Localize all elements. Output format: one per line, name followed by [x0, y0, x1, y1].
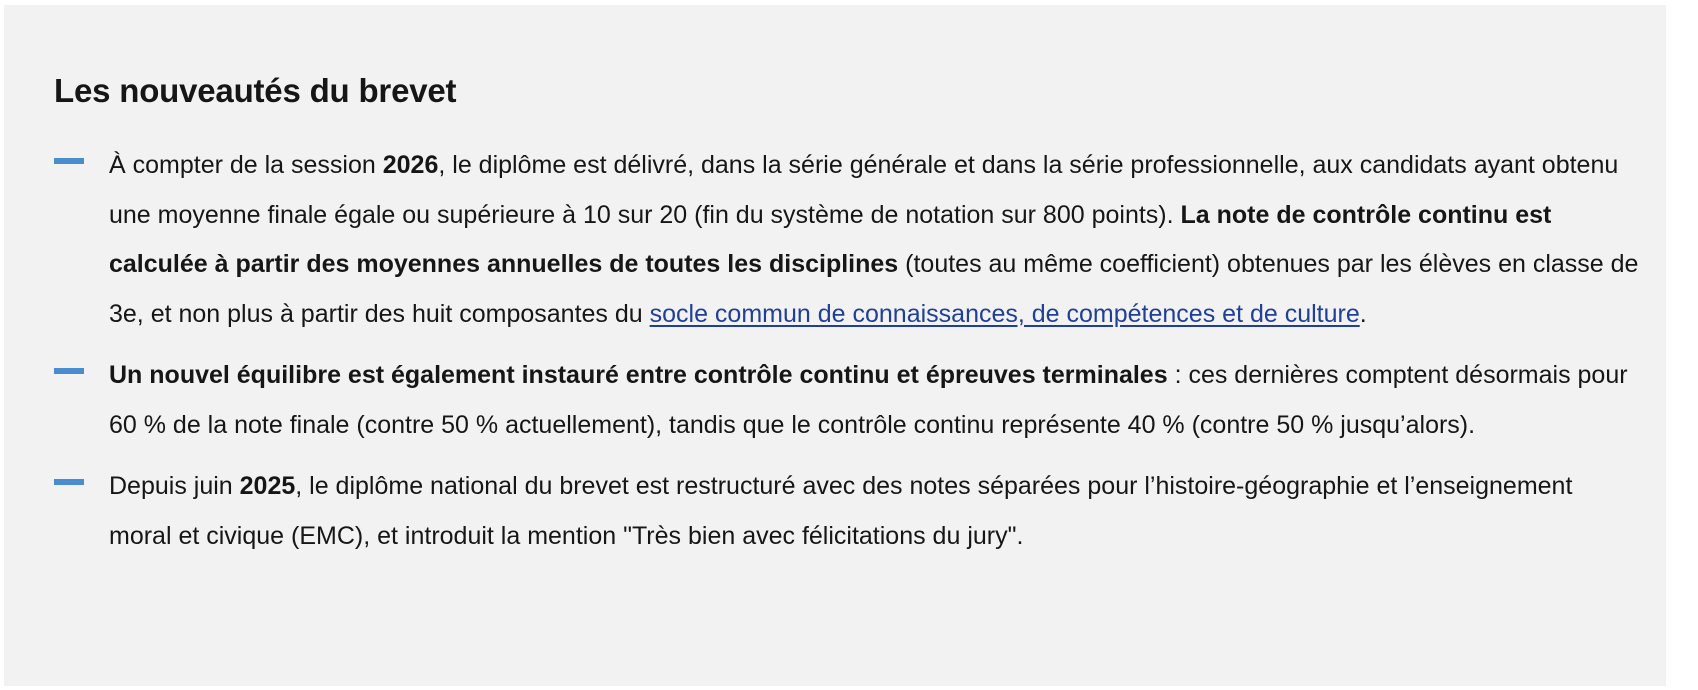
- item-bold-text: 2025: [239, 472, 296, 500]
- item-bold-text: La note de contrôle continu est calculée à partir des moyennes annuelles de toutes les disciplines: [109, 200, 1552, 278]
- item-bold-text: 2026: [382, 151, 439, 179]
- dash-bullet-icon: [54, 479, 84, 485]
- list-item: [54, 351, 1639, 450]
- dash-bullet-icon: [54, 368, 84, 374]
- item-text: , le diplôme national du brevet est restructuré avec des notes séparées pour l’histoire-géographie et l’enseignement moral et civique (EMC), et introduit la mention "Très bien avec félicitations du jury".: [109, 472, 1573, 550]
- item-text: À compter de la session: [109, 151, 383, 179]
- list-item: [54, 141, 1639, 339]
- news-list: [54, 141, 1639, 573]
- dash-bullet-icon: [54, 158, 84, 164]
- item-text: .: [1359, 299, 1367, 328]
- item-text: (toutes au même coefficient) obtenues par les élèves en classe de 3e, et non plus à partir des huit composantes du: [109, 250, 1639, 328]
- item-text: : ces dernières comptent désormais pour 60 % de la note finale (contre 50 % actuellement), tandis que le contrôle continu représente 40 % (contre 50 % jusqu’alors).: [109, 361, 1628, 439]
- item-bold-text: Un nouvel équilibre est également instauré entre contrôle continu et épreuves terminales: [109, 361, 1168, 389]
- section-title: Les nouveautés du brevet: [54, 72, 457, 109]
- content-panel: [4, 5, 1666, 686]
- item-text: , le diplôme est délivré, dans la série générale et dans la série professionnelle, aux candidats ayant obtenu une moyenne finale égale ou supérieure à 10 sur 20 (fin du système de notation sur 800 points).: [109, 151, 1619, 229]
- list-item: [54, 462, 1639, 561]
- item-text: Depuis juin: [109, 472, 240, 500]
- socle-commun-link[interactable]: socle commun de connaissances, de compétences et de culture: [649, 299, 1360, 328]
